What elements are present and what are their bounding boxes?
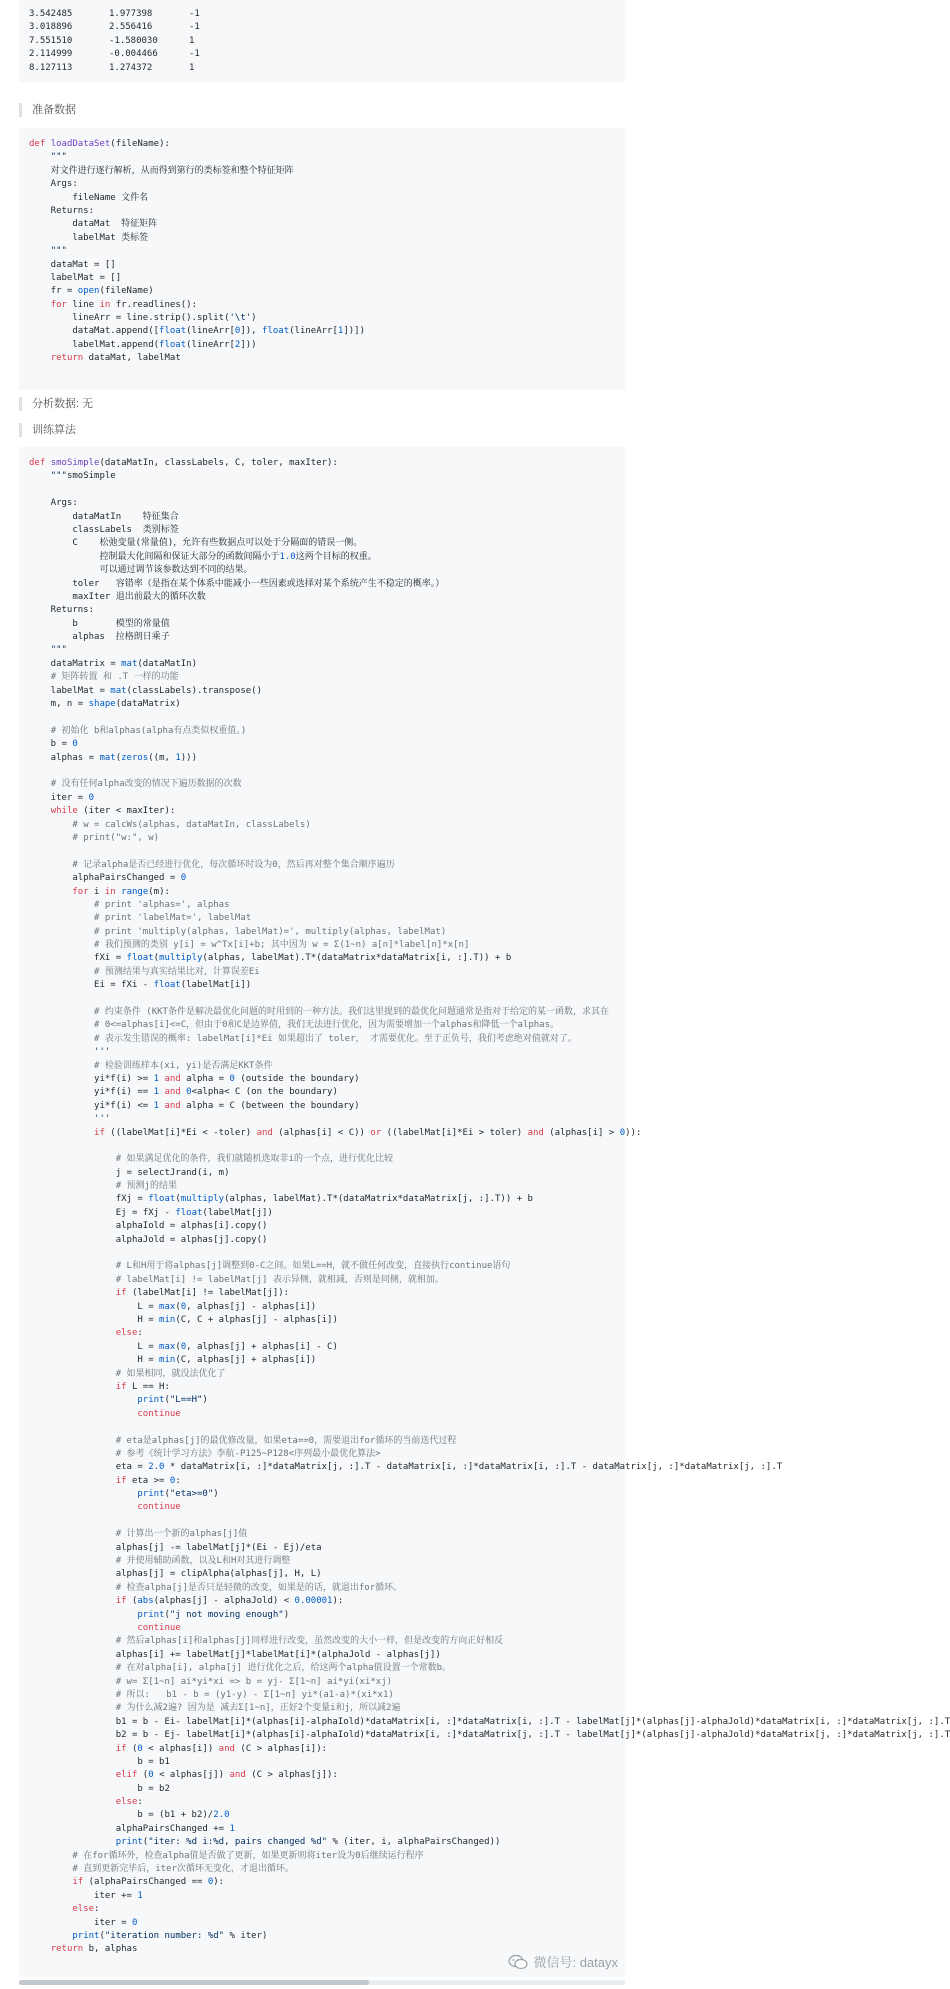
code-line: Args:	[29, 498, 78, 509]
code-line: # 没有任何alpha改变的情况下遍历数据的次数	[50, 779, 242, 790]
data-cell: 1	[189, 62, 195, 73]
code-line	[29, 1515, 950, 1528]
data-cell: 3.018896	[29, 22, 73, 33]
code-line: L = max(0, alphas[j] - alphas[i])	[29, 1301, 317, 1312]
code-line: continue	[137, 1408, 181, 1419]
load-dataset-code	[29, 138, 365, 366]
code-line	[29, 1421, 950, 1434]
watermark	[508, 1952, 618, 1971]
data-cell: -1.580030	[109, 35, 158, 46]
heading-train-algorithm: 训练算法	[19, 423, 76, 437]
code-line: maxIter 退出前最大的循环次数	[29, 591, 206, 602]
code-line	[29, 765, 950, 778]
data-row	[29, 48, 229, 61]
code-line	[29, 845, 950, 858]
code-line: # 预测j的结果	[115, 1181, 177, 1192]
code-line: else:	[115, 1328, 143, 1339]
code-line: dataMat = []	[29, 259, 116, 270]
code-line: Ej = fXj - float(labelMat[j])	[29, 1207, 273, 1218]
code-line: print("iteration number: %d" % iter)	[72, 1930, 268, 1941]
scrollbar-thumb[interactable]	[19, 1980, 369, 1985]
code-line: # 记录alpha是否已经进行优化，每次循环时设为0，然后再对整个集合顺序遍历	[72, 859, 395, 870]
code-line: L = max(0, alphas[j] + alphas[i] - C)	[29, 1341, 338, 1352]
code-line: if L == H:	[115, 1381, 170, 1392]
code-line: '''	[94, 1047, 111, 1058]
code-line: Args:	[29, 179, 78, 190]
code-line: labelMat = []	[29, 272, 122, 283]
heading-analyze-data: 分析数据: 无	[19, 397, 93, 411]
code-line: # 并使用辅助函数，以及L和H对其进行调整	[115, 1556, 291, 1567]
code-line: yi*f(i) == 1 and 0<alpha< C (on the boundary)	[29, 1087, 338, 1098]
code-line: """	[50, 246, 67, 257]
code-line: # 在for循环外，检查alpha值是否做了更新，如果更新则将iter设为0后继续运行程序	[72, 1850, 424, 1861]
code-line	[29, 993, 950, 1006]
code-line	[29, 1247, 950, 1260]
heading-prepare-data: 准备数据	[19, 103, 76, 117]
smo-simple-code	[29, 457, 950, 1957]
code-line: dataMatrix = mat(dataMatIn)	[29, 658, 197, 669]
code-line: 控制最大化间隔和保证大部分的函数间隔小于1.0这两个目标的权重。	[29, 551, 377, 562]
code-line: alphas[j] = clipAlpha(alphas[j], H, L)	[29, 1569, 322, 1580]
data-row	[29, 35, 229, 48]
code-line: # 约束条件 (KKT条件是解决最优化问题的时用到的一种方法。我们这里提到的最优化问题通常是指对于给定的某一函数，求其在	[94, 1007, 609, 1018]
code-line: b1 = b - Ei- labelMat[i]*(alphas[i]-alphaIold)*dataMatrix[i, :]*dataMatrix[i, :].T - labelMat[j]*(alphas[j]-alphaJold)*dataMatrix[i, :]*dataMatrix[j, :].T	[29, 1716, 950, 1727]
code-line: labelMat = mat(classLabels).transpose()	[29, 685, 263, 696]
code-line: print("L==H")	[137, 1395, 208, 1406]
code-line: b = (b1 + b2)/2.0	[29, 1810, 230, 1821]
code-line: Ei = fXi - float(labelMat[i])	[29, 980, 252, 991]
code-line: 可以通过调节该参数达到不同的结果。	[29, 565, 253, 576]
code-line: return dataMat, labelMat	[50, 353, 181, 364]
code-line: # w= Σ[1~n] ai*yi*xi => b = yj- Σ[1~n] ai*yi(xi*xj)	[115, 1676, 393, 1687]
code-line: # 初始化 b和alphas(alpha有点类似权重值。)	[50, 725, 247, 736]
data-row	[29, 21, 229, 34]
data-cell: -1	[189, 9, 200, 19]
code-line: # print 'alphas=', alphas	[94, 899, 230, 910]
code-line: alphaJold = alphas[j].copy()	[29, 1234, 268, 1245]
code-line: def loadDataSet(fileName):	[29, 139, 170, 149]
data-cell: 7.551510	[29, 35, 73, 46]
code-line: fXi = float(multiply(alphas, labelMat).T*(dataMatrix*dataMatrix[i, :].T)) + b	[29, 953, 512, 964]
code-line: # 所以: b1 - b = (y1-y) - Σ[1~n] yi*(a1-a)*(xi*x1)	[115, 1689, 394, 1700]
code-line: # 计算出一个新的alphas[j]值	[115, 1529, 248, 1540]
code-line: b = b1	[29, 1756, 170, 1767]
code-line: alphaPairsChanged += 1	[29, 1823, 235, 1834]
wechat-icon	[508, 1954, 528, 1970]
code-line: Returns:	[29, 205, 95, 216]
code-line: alphaPairsChanged = 0	[29, 873, 187, 884]
code-line: """smoSimple	[50, 471, 116, 482]
code-line: # 直到更新完毕后，iter次循环无变化，才退出循环。	[72, 1864, 294, 1875]
code-line: alphas[j] -= labelMat[j]*(Ei - Ej)/eta	[29, 1542, 322, 1553]
code-line: if (abs(alphas[j] - alphaJold) < 0.00001):	[115, 1596, 344, 1607]
code-line: return b, alphas	[50, 1944, 138, 1955]
code-line: labelMat.append(float(lineArr[2]))	[29, 339, 257, 350]
horizontal-scrollbar[interactable]	[19, 1980, 625, 1985]
code-line: fileName 文件名	[29, 192, 149, 203]
code-line: # 检验训练样本(xi, yi)是否满足KKT条件	[94, 1060, 273, 1071]
code-line: b2 = b - Ej- labelMat[i]*(alphas[i]-alphaIold)*dataMatrix[i, :]*dataMatrix[j, :].T - labelMat[j]*(alphas[j]-alphaJold)*dataMatrix[j, :]*dataMatrix[j, :].T	[29, 1730, 950, 1741]
code-line: iter += 1	[29, 1890, 143, 1901]
code-line: b = 0	[29, 739, 78, 750]
data-sample-block	[19, 0, 625, 82]
code-line: 对文件进行逐行解析，从而得到第行的类标签和整个特征矩阵	[29, 165, 294, 176]
code-line: if (0 < alphas[i]) and (C > alphas[i]):	[115, 1743, 328, 1754]
code-line: dataMatIn 特征集合	[29, 511, 179, 522]
code-line: alphas = mat(zeros((m, 1)))	[29, 752, 198, 763]
code-line: yi*f(i) >= 1 and alpha = 0 (outside the boundary)	[29, 1073, 360, 1084]
data-cell: -1	[189, 22, 200, 33]
code-line: # w = calcWs(alphas, dataMatIn, classLabels)	[72, 819, 311, 830]
code-line: j = selectJrand(i, m)	[29, 1167, 230, 1178]
code-line	[29, 484, 950, 497]
data-cell: -1	[189, 49, 200, 60]
code-line: for line in fr.readlines():	[50, 299, 198, 310]
code-line: # 如果相同，就没法优化了	[115, 1368, 226, 1379]
data-sample-table	[29, 8, 229, 75]
code-line: # labelMat[i] != labelMat[j] 表示异侧，就相减，否则是同侧，就相加。	[115, 1274, 444, 1285]
code-line: # L和H用于将alphas[j]调整到0-C之间。如果L==H，就不做任何改变，直接执行continue语句	[115, 1261, 511, 1272]
code-line: # 如果满足优化的条件，我们就随机选取非i的一个点，进行优化比较	[115, 1154, 393, 1165]
code-line: Returns:	[29, 605, 95, 616]
data-cell: 1.977398	[109, 9, 153, 19]
code-line: for i in range(m):	[72, 886, 170, 897]
code-line: b = b2	[29, 1783, 170, 1794]
data-cell: 8.127113	[29, 62, 73, 73]
code-line: elif (0 < alphas[j]) and (C > alphas[j]):	[115, 1770, 338, 1781]
code-line: continue	[137, 1622, 181, 1633]
data-cell: 3.542485	[29, 9, 73, 19]
data-cell: 2.114999	[29, 49, 73, 60]
code-line: print("j not moving enough")	[137, 1609, 290, 1620]
data-cell: 2.556416	[109, 22, 153, 33]
code-line: def smoSimple(dataMatIn, classLabels, C, toler, maxIter):	[29, 458, 338, 468]
code-line: b 模型的常量值	[29, 618, 170, 629]
code-line: alphas 拉格朗日乘子	[29, 632, 170, 643]
code-line: H = min(C, alphas[j] + alphas[i])	[29, 1355, 317, 1366]
code-line: # eta是alphas[j]的最优修改量，如果eta==0，需要退出for循环的当前迭代过程	[115, 1435, 457, 1446]
code-line: if ((labelMat[i]*Ei < -toler) and (alphas[i] < C)) or ((labelMat[i]*Ei > toler) and (alphas[i] > 0)):	[94, 1127, 642, 1138]
code-line: fXj = float(multiply(alphas, labelMat).T*(dataMatrix*dataMatrix[j, :].T)) + b	[29, 1194, 533, 1205]
code-line: # print("w:", w)	[72, 832, 160, 843]
code-line: # 矩阵转置 和 .T 一样的功能	[50, 672, 179, 683]
code-line: dataMat 特征矩阵	[29, 219, 158, 230]
code-line: if (alphaPairsChanged == 0):	[72, 1877, 225, 1888]
code-line: # 我们预测的类别 y[i] = w^Tx[i]+b; 其中因为 w = Σ(1~n) a[n]*label[n]*x[n]	[94, 940, 470, 951]
code-line: while (iter < maxIter):	[50, 806, 176, 817]
code-line: continue	[137, 1502, 181, 1513]
smo-simple-code-block	[19, 447, 950, 1977]
code-line: m, n = shape(dataMatrix)	[29, 699, 181, 710]
code-line: lineArr = line.strip().split('\t')	[29, 313, 257, 324]
code-line: iter = 0	[29, 1917, 138, 1928]
code-line	[29, 1140, 950, 1153]
code-line: '''	[94, 1114, 111, 1125]
code-line: # 参考《统计学习方法》李航-P125~P128<序列最小最优化算法>	[115, 1448, 381, 1459]
code-line: # 在对alpha[i], alpha[j] 进行优化之后，给这两个alpha值设置一个常数b。	[115, 1663, 452, 1674]
code-line: # 预测结果与真实结果比对，计算误差Ei	[94, 966, 260, 977]
code-line: C 松弛变量(常量值)，允许有些数据点可以处于分隔面的错误一侧。	[29, 538, 363, 549]
data-cell: 1	[189, 35, 195, 46]
code-line: iter = 0	[29, 792, 95, 803]
code-line: # 然后alphas[i]和alphas[j]同样进行改变，虽然改变的大小一样，但是改变的方向正好相反	[115, 1636, 504, 1647]
watermark-text: 微信号: datayx	[533, 1955, 618, 1970]
code-line: # 为什么减2遍? 因为是 减去Σ[1~n]，正好2个变量i和j，所以减2遍	[115, 1703, 401, 1714]
data-row	[29, 62, 229, 75]
code-line: """	[50, 152, 67, 163]
code-line: print("eta>=0")	[137, 1489, 219, 1500]
data-row	[29, 8, 229, 21]
code-line: """	[50, 645, 67, 656]
code-line: labelMat 类标签	[29, 232, 149, 243]
code-line: alphaIold = alphas[i].copy()	[29, 1221, 268, 1232]
code-line: if eta >= 0:	[115, 1475, 181, 1486]
code-line: print("iter: %d i:%d, pairs changed %d" % (iter, i, alphaPairsChanged))	[115, 1837, 501, 1848]
code-line: else:	[72, 1904, 100, 1915]
code-line: fr = open(fileName)	[29, 286, 154, 297]
code-line: # print 'labelMat=', labelMat	[94, 913, 252, 924]
code-line: if (labelMat[i] != labelMat[j]):	[115, 1288, 290, 1299]
code-line: alphas[i] += labelMat[j]*labelMat[i]*(alphaJold - alphas[j])	[29, 1649, 441, 1660]
code-line: dataMat.append([float(lineArr[0]), float(lineArr[1])])	[29, 326, 366, 337]
code-line: # print 'multiply(alphas, labelMat)=', multiply(alphas, labelMat)	[94, 926, 447, 937]
code-line: yi*f(i) <= 1 and alpha = C (between the boundary)	[29, 1100, 360, 1111]
code-line: else:	[115, 1797, 143, 1808]
code-line: H = min(C, C + alphas[j] - alphas[i])	[29, 1315, 338, 1325]
code-line: eta = 2.0 * dataMatrix[i, :]*dataMatrix[j, :].T - dataMatrix[i, :]*dataMatrix[i, :].T - dataMatrix[j, :]*dataMatrix[j, :].T	[29, 1462, 783, 1473]
code-line: # 表示发生错误的概率: labelMat[i]*Ei 如果超出了 toler， 才需要优化。至于正负号，我们考虑绝对值就对了。	[94, 1033, 577, 1044]
code-line: # 检查alpha[j]是否只是轻微的改变，如果是的话，就退出for循环。	[115, 1582, 403, 1593]
data-cell: -0.004466	[109, 49, 158, 60]
code-line	[29, 711, 950, 724]
code-line: classLabels 类别标签	[29, 524, 179, 535]
code-line: toler 容错率（是指在某个体系中能减小一些因素或选择对某个系统产生不稳定的概率。）	[29, 578, 445, 589]
load-dataset-code-block	[19, 128, 625, 390]
data-cell: 1.274372	[109, 62, 153, 73]
code-line: # 0<=alphas[i]<=C，但由于0和C是边界值，我们无法进行优化，因为需要增加一个alphas和降低一个alphas。	[94, 1020, 560, 1031]
